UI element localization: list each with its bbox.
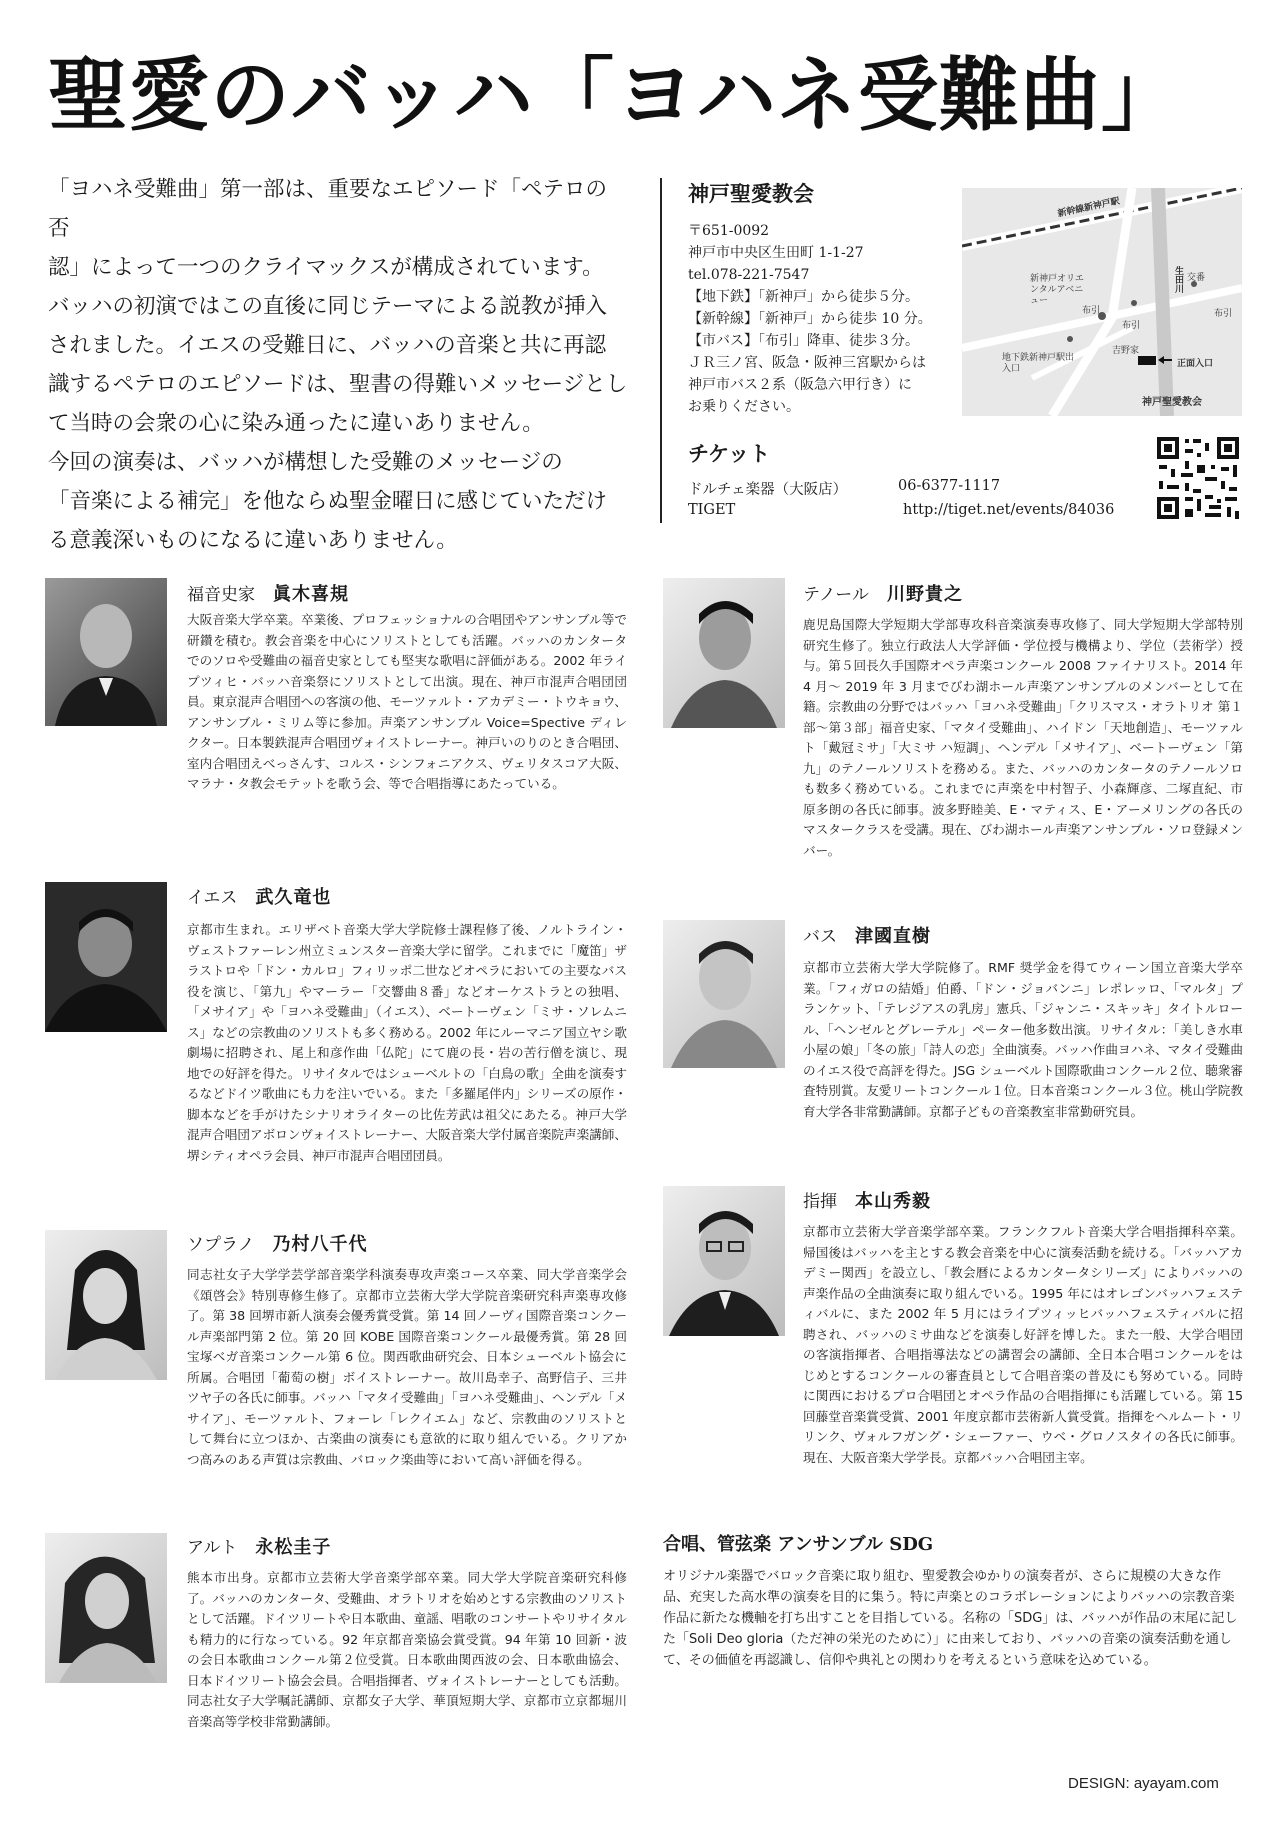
ticket-vendor: ドルチェ楽器（大阪店） — [688, 482, 848, 498]
name-motoyama — [803, 1187, 931, 1213]
ticket-phone: 06-6377-1117 — [898, 478, 1001, 494]
bio-nomura: 同志社女子大学学芸学部音楽学科演奏専攻声楽コース卒業、同大学音楽学会《頌啓会》特別専修生修了。京都市立芸術大学大学院音楽研究科声楽専攻修了。第 38 回堺市新人演奏会優秀賞受賞。第 14 回ノーヴィ国際音楽コンクール声楽部門第 2 位。第 20 回 KOBE 国際音楽コンクール最優秀賞。第 28 回宝塚ベガ音楽コンクール第 6 位。関西歌曲研究会、日本シューベルト協会に所属。合唱団「葡萄の樹」ボイストレーナー。故川島幸子、高野信子、三井ツヤ子の各氏に師事。バッハ「マタイ受難曲」「ヨハネ受難曲」、ヘンデル「メサイア」、モーツァルト、フォーレ「レクイエム」など、宗教曲のソリストとして舞台に立つほか、古楽曲の演奏にも意欲的に取り組んでいる。クリアかつ高みのある声質は宗教曲、バロック楽曲等において高い評価を得る。 — [187, 1267, 627, 1467]
intro-line: バッハの初演ではこの直後に同じテーマによる説教が挿入 — [48, 294, 608, 319]
bio-tsukuni: 京都市立芸術大学大学院修了。RMF 奨学金を得てウィーン国立音楽大学卒業。「フィガロの結婚」伯爵、「ドン・ジョバンニ」レポレッロ、「マルタ」プランケット、「テレジアスの乳房」憲兵、「ジャンニ・スキッキ」タイトルロール、「ヘンゼルとグレーテル」ペーター他多数出演。リサイタル：「美しき水車小屋の娘」「冬の旅」「詩人の恋」全曲演奏。バッハ作曲ヨハネ、マタイ受難曲のイエス役で高評を得た。JSG シューベルト国際歌曲コンクール２位、聴衆審査特別賞。友愛リートコンクール１位。日本音楽コンクール３位。桃山学院教育大学各非常勤講師。京都子どもの音楽教室非常勤研究員。 — [803, 960, 1243, 1119]
photo-takehisa — [45, 882, 167, 1032]
venue-line: ＪＲ三ノ宮、阪急・阪神三宮駅からは — [688, 355, 926, 371]
map-label-entrance: 正面入口 — [1177, 359, 1214, 369]
map-label-church: 神戸聖愛教会 — [1142, 397, 1202, 408]
bio-maki: 大阪音楽大学卒業。卒業後、プロフェッショナルの合唱団やアンサンブル等で研鑽を積む。教会音楽を中心にソリストとしても活躍。バッハのカンタータでのソロや受難曲の福音史家としても堅実な歌唱に評価がある。2002 年ライプツィヒ・バッハ音楽祭にソリストとして出演。現在、神戸市混声合唱団団員。東京混声合唱団への客演の他、モーツァルト・アカデミー・トウキョウ、アンサンブル・ミリム等に参加。声楽アンサンブル Voice=Spective ディレクター。日本製鉄混声合唱団ヴォイストレーナー。神戸いのりのとき合唱団、室内合唱団えべっさんす、コルス・シンフォニアクス、ヴェリタスコア大阪、マラナ・タ教会モテットを歌う会、等で合唱指導にあたっている。 — [187, 612, 627, 791]
intro-line: 今回の演奏は、バッハが構想した受難のメッセージの — [48, 450, 563, 475]
role-label: イエス — [187, 888, 238, 908]
venue-info — [688, 178, 968, 418]
bio-takehisa: 京都市生まれ。エリザベト音楽大学大学院修士課程修了後、ノルトライン・ヴェストファーレン州立ミュンスター音楽大学に留学。これまでに「魔笛」ザラストロや「ドン・カルロ」フィリッポ二世などオペラにおいての主要なバス役を演じ、「第九」やマーラー「交響曲８番」などオーケストラとの独唱、「メサイア」や「ヨハネ受難曲」（イエス）、ベートーヴェン「ミサ・ソレムニス」などの宗教曲のソリストも多く務める。2002 年にルーマニア国立ヤシ歌劇場に招聘され、尾上和彦作曲「仏陀」にて鹿の長・岩の苦行僧を演じ、現地での好評を得た。リサイタルではシューベルトの「白鳥の歌」全曲を演奏するなどドイツ歌曲にも力を注いでいる。また「多羅尾伴内」シリーズの原作・脚本などを手がけたシナリオライターの比佐芳武は祖父にあたる。神戸大学混声合唱団アボロンヴォイストレーナー、大阪音楽大学付属音楽院声楽講師、堺シティオペラ会員、神戸市混声合唱団団員。 — [187, 922, 627, 1163]
person-name: 本山秀毅 — [855, 1191, 931, 1212]
map-label-river: 生田川 — [1173, 266, 1183, 293]
venue-line: 神戸市バス２系（阪急六甲行き）に — [688, 377, 912, 393]
map-label-hotel: 新神戸オリエンタルアベニュー — [1030, 274, 1084, 306]
role-label: 福音史家 — [187, 585, 255, 605]
bio-nagamatsu: 熊本市出身。京都市立芸術大学音楽学部卒業。同大学大学院音楽研究科修了。バッハのカンタータ、受難曲、オラトリオを始めとする宗教曲のソリストとして活躍。ドイツリートや日本歌曲、童謡、唱歌のコンサートやリサイタルも精力的に行なっている。92 年京都音楽協会賞受賞。94 年第 10 回新・波の会日本歌曲コンクール第２位受賞。日本歌曲関西波の会、日本歌曲協会、日本ドイツリート協会会員。合唱指揮者、ヴォイストレーナーとしても活動。同志社女子大学嘱託講師、京都女子大学、華頂短期大学、京都市立京都堀川音楽高等学校非常勤講師。 — [187, 1570, 627, 1729]
person-name: 乃村八千代 — [272, 1234, 368, 1255]
ensemble-title: 合唱、管弦楽 アンサンブル SDG — [663, 1534, 934, 1555]
intro-line: されました。イエスの受難日に、バッハの音楽と共に再認 — [48, 333, 607, 358]
venue-line: 【新幹線】「新神戸」から徒歩 10 分。 — [688, 311, 932, 327]
intro-line: 「ヨハネ受難曲」第一部は、重要なエピソード「ペテロの否 — [48, 177, 608, 241]
role-label: アルト — [187, 1538, 238, 1558]
design-credit: DESIGN: ayayam.com — [1068, 1775, 1219, 1792]
person-name: 眞木喜規 — [273, 584, 349, 605]
access-map — [962, 188, 1242, 416]
venue-line: 神戸市中央区生田町 1-1-27 — [688, 245, 864, 261]
ticket-link[interactable]: http://tiget.net/events/84036 — [903, 502, 1115, 518]
intro-line: る意義深いものになるに違いありません。 — [48, 528, 458, 553]
venue-line: お乗りください。 — [688, 399, 800, 415]
map-label-nunobiki: 布引 — [1214, 309, 1233, 319]
ticket-heading: チケット — [688, 441, 771, 466]
role-label: テノール — [803, 585, 869, 605]
venue-name: 神戸聖愛教会 — [688, 181, 814, 206]
ensemble-text: オリジナル楽器でバロック音楽に取り組む、聖愛教会ゆかりの演奏者が、さらに規模の大きな作品、充実した高水準の演奏を目的に集う。特に声楽とのコラボレーションによりバッハの宗教音楽作品に新たな機軸を打ち出すことを目指している。名称の「SDG」は、バッハが作品の末尾に記した「Soli Deo gloria（ただ神の栄光のために）」に由来しており、バッハの音楽の演奏活動を通して、その価値を再認識し、信仰や典礼との関わりを考えるという意味を込めている。 — [663, 1569, 1238, 1668]
poster-title: 聖愛のバッハ「ヨハネ受難曲」 — [48, 48, 1182, 142]
intro-line: て当時の会衆の心に染み通ったに違いありません。 — [48, 411, 544, 436]
person-name: 永松圭子 — [255, 1537, 332, 1558]
map-label-nunobiki: 布引 — [1122, 321, 1141, 331]
photo-motoyama — [663, 1186, 785, 1336]
divider — [660, 178, 662, 523]
map-drawing — [962, 188, 1242, 416]
intro-text — [48, 170, 628, 560]
map-label-subway-exit: 地下鉄新神戸駅出入口 — [1002, 353, 1075, 374]
photo-maki — [45, 578, 167, 726]
venue-line: 【市バス】「布引」降車、徒歩３分。 — [688, 333, 919, 349]
map-label-yoshinoya: 吉野家 — [1112, 346, 1140, 356]
bio-motoyama: 京都市立芸術大学音楽学部卒業。フランクフルト音楽大学合唱指揮科卒業。帰国後はバッハを主とする教会音楽を中心に演奏活動を続ける。「バッハアカデミー関西」を設立し、「教会暦によるカンタータシリーズ」によりバッハの声楽作品の全曲演奏に取り組んでいる。1995 年にはオレゴンバッハフェスティバルに、また 2002 年 5 月にはライプツィッヒバッハフェスティバルに招聘され、バッハのミサ曲などを演奏し好評を博した。また一般、大学合唱団の客演指揮者、合唱指導法などの講習会の講師、全日本合唱コンクールをはじめとするコンクールの審査員として合唱音楽の普及にも努めている。同時に関西におけるプロ合唱団とオペラ作品の合唱指揮にも活躍している。第 15 回藤堂音楽賞受賞、2001 年度京都市芸術新人賞受賞。指揮をヘルムート・リリンク、ヴォルフガング・シェーファー、ウベ・グロノスタイの各氏に師事。現在、大阪音楽大学学長。京都バッハ合唱団主宰。 — [803, 1224, 1243, 1465]
person-name: 武久竜也 — [255, 887, 332, 908]
name-nomura — [187, 1230, 368, 1256]
map-label-koban: 交番 — [1187, 273, 1206, 283]
map-label-nunobiki: 布引 — [1082, 306, 1101, 316]
qr-code[interactable] — [1155, 435, 1241, 521]
qr-code-icon — [1155, 435, 1241, 521]
photo-kawano — [663, 578, 785, 728]
photo-nagamatsu — [45, 1533, 167, 1683]
intro-line: 「音楽による補完」を他ならぬ聖金曜日に感じていただけ — [48, 489, 608, 514]
ticket-row — [688, 502, 1115, 518]
role-label: バス — [803, 927, 837, 947]
venue-line: 〒651-0092 — [688, 223, 770, 239]
map-label-station: 新幹線新神戸駅 — [1056, 196, 1121, 220]
bio-kawano: 鹿児島国際大学短期大学部専攻科音楽演奏専攻修了、同大学短期大学部特別研究生修了。独立行政法人大学評価・学位授与機構より、学位（芸術学）授与。第５回長久手国際オペラ声楽コンクール 2008 ファイナリスト。2014 年 4 月〜 2019 年 3 月までびわ湖ホール声楽アンサンブルのメンバーとして在籍。宗教曲の分野ではバッハ「ヨハネ受難曲」「クリスマス・オラトリオ 第１部〜第３部」福音史家、「マタイ受難曲」、ハイドン「天地創造」、モーツァルト「戴冠ミサ」「大ミサ ハ短調」、ヘンデル「メサイア」、ベートーヴェン「第九」のテノールソリストを務める。また、バッハのカンタータのテノールソロも数多く務めている。これまでに声楽を中村智子、小森輝彦、二塚直紀、市原多朗の各氏に師事。波多野睦美、E・マティス、E・アーメリングの各氏のマスタークラスを受講。現在、びわ湖ホール声楽アンサンブル・ソロ登録メンバー。 — [803, 617, 1243, 858]
person-name: 川野貴之 — [886, 584, 963, 605]
name-nagamatsu — [187, 1533, 331, 1559]
venue-line: tel.078-221-7547 — [688, 267, 810, 283]
person-name: 津國直樹 — [855, 926, 931, 947]
intro-line: 認」によって一つのクライマックスが構成されています。 — [48, 255, 604, 280]
name-maki — [187, 580, 349, 606]
venue-line: 【地下鉄】「新神戸」から徒歩５分。 — [688, 289, 919, 305]
role-label: ソプラノ — [187, 1235, 255, 1255]
name-tsukuni — [803, 922, 931, 948]
photo-tsukuni — [663, 920, 785, 1068]
photo-nomura — [45, 1230, 167, 1380]
intro-line: 識するペテロのエピソードは、聖書の得難いメッセージとし — [48, 372, 628, 397]
ticket-row — [688, 478, 1001, 499]
name-takehisa — [187, 883, 331, 909]
name-kawano — [803, 580, 963, 606]
ticket-vendor: TIGET — [688, 502, 736, 518]
role-label: 指揮 — [803, 1192, 837, 1212]
